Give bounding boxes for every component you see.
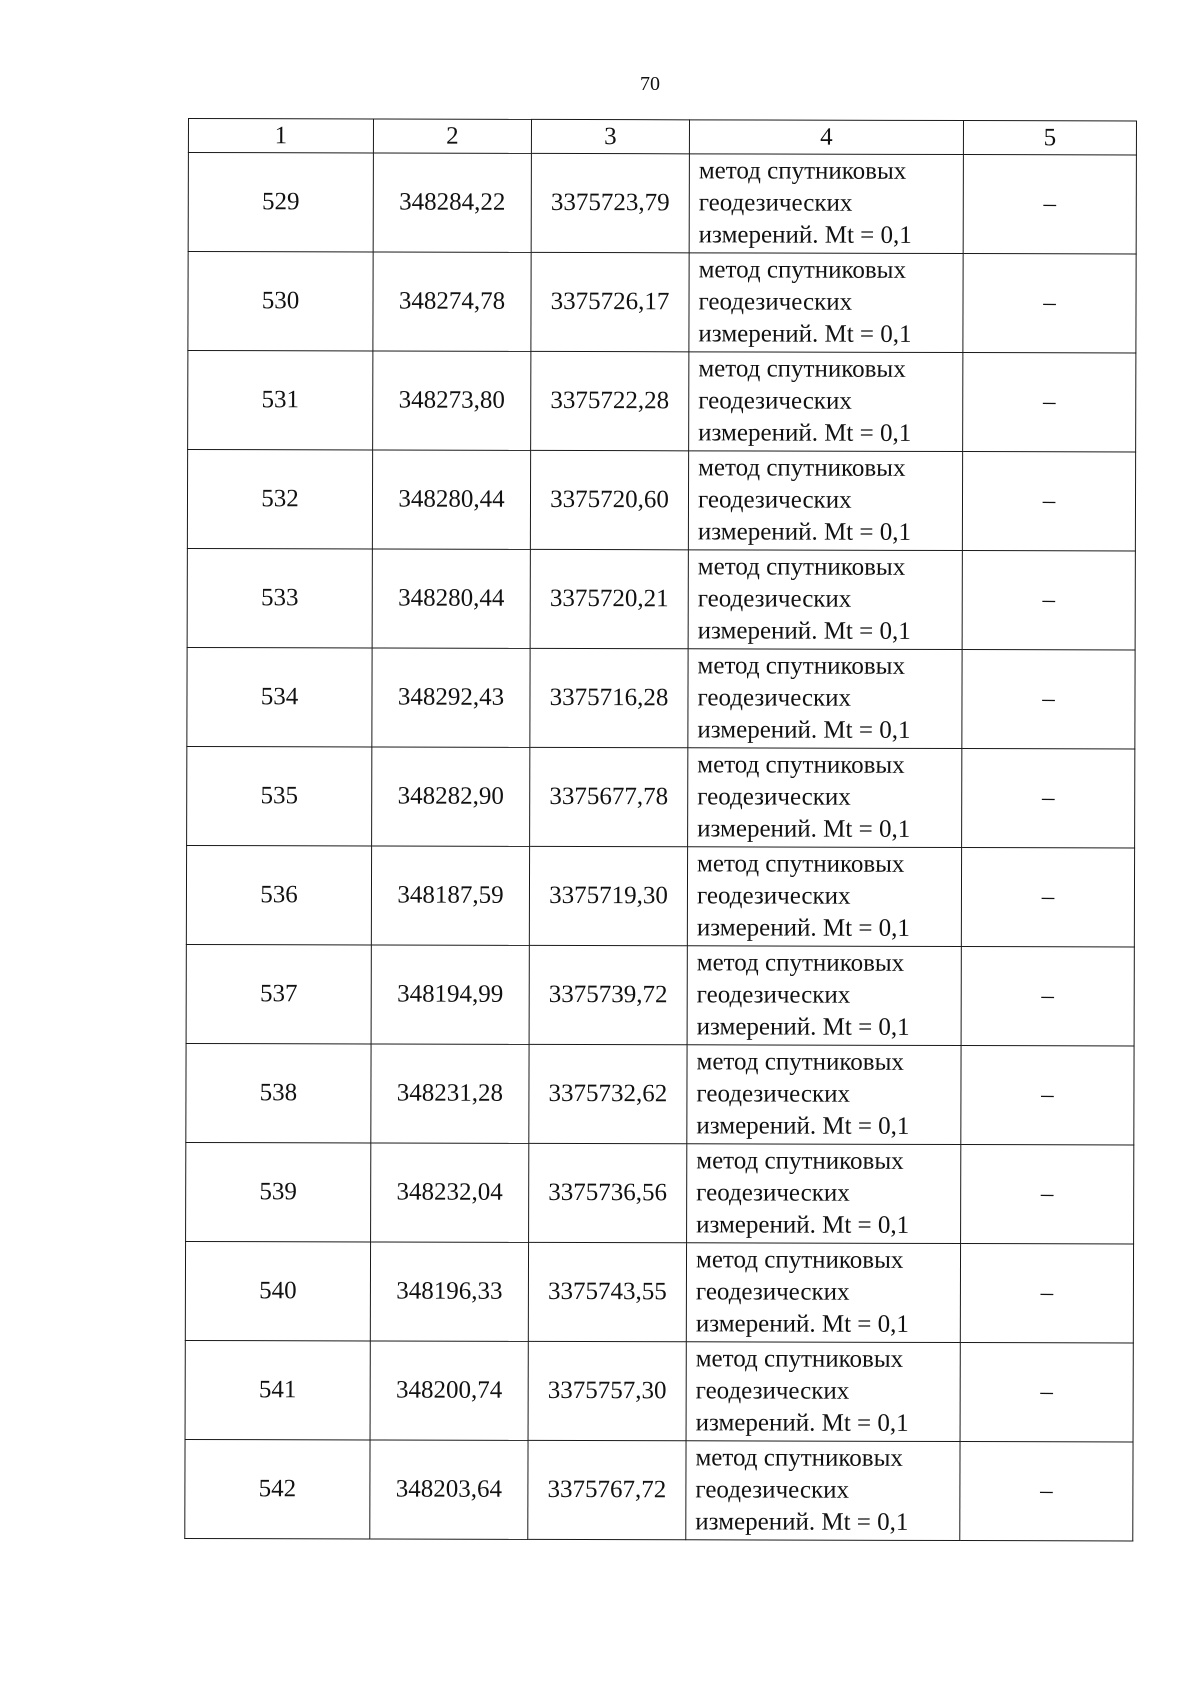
table-row	[185, 1439, 1133, 1540]
method-line: геодезических	[696, 1080, 851, 1108]
method-line: геодезических	[697, 783, 851, 811]
y-coordinate-cell: 3375739,72	[529, 945, 687, 1044]
page-number: 70	[640, 73, 660, 95]
method-line: метод спутниковых	[698, 454, 906, 482]
method-line: геодезических	[698, 288, 853, 316]
method-cell	[687, 1045, 961, 1145]
method-cell	[688, 451, 962, 551]
method-cell	[687, 946, 961, 1046]
method-cell	[686, 1243, 960, 1343]
x-coordinate-cell: 348274,78	[373, 252, 531, 351]
y-coordinate-cell: 3375720,21	[530, 549, 688, 648]
header-col-2: 2	[373, 119, 531, 153]
table-header	[188, 119, 1136, 155]
note-cell: –	[963, 353, 1136, 452]
note-cell: –	[963, 254, 1136, 353]
y-coordinate-cell: 3375732,62	[529, 1044, 687, 1143]
note-cell: –	[961, 848, 1134, 947]
method-line: измерений. Mt = 0,1	[696, 1013, 910, 1041]
table-row	[187, 548, 1135, 649]
x-coordinate-cell: 348280,44	[372, 450, 530, 549]
method-line: метод спутниковых	[697, 850, 905, 878]
method-line: геодезических	[697, 486, 852, 514]
y-coordinate-cell: 3375767,72	[528, 1440, 686, 1539]
note-cell: –	[960, 1244, 1133, 1343]
x-coordinate-cell: 348232,04	[371, 1143, 529, 1242]
x-coordinate-cell: 348282,90	[372, 747, 530, 846]
method-line: метод спутниковых	[696, 1048, 904, 1076]
method-cell	[686, 1441, 960, 1541]
method-cell	[688, 748, 962, 848]
point-number-cell: 539	[186, 1142, 371, 1241]
method-line: измерений. Mt = 0,1	[695, 1508, 909, 1536]
point-number-cell: 541	[185, 1340, 370, 1439]
note-cell: –	[962, 650, 1135, 749]
note-cell: –	[961, 947, 1134, 1046]
point-number-cell: 529	[188, 153, 373, 252]
point-number-cell: 538	[186, 1043, 371, 1142]
x-coordinate-cell: 348200,74	[370, 1341, 528, 1440]
note-cell: –	[962, 551, 1135, 650]
y-coordinate-cell: 3375722,28	[531, 351, 689, 450]
coordinates-table	[184, 118, 1137, 1541]
method-line: метод спутниковых	[695, 1444, 903, 1472]
method-line: геодезических	[698, 387, 852, 415]
method-line: метод спутниковых	[696, 949, 905, 977]
x-coordinate-cell: 348187,59	[371, 846, 529, 945]
table-row	[186, 944, 1134, 1045]
method-line: геодезических	[695, 1278, 850, 1306]
method-line: измерений. Mt = 0,1	[696, 914, 910, 942]
method-line: метод спутниковых	[695, 1345, 904, 1373]
method-line: метод спутниковых	[697, 553, 906, 581]
table-row	[188, 351, 1136, 452]
method-cell	[688, 550, 962, 650]
table-row	[186, 845, 1134, 946]
note-cell: –	[960, 1442, 1133, 1541]
method-cell	[689, 154, 963, 254]
y-coordinate-cell: 3375726,17	[531, 252, 689, 351]
x-coordinate-cell: 348231,28	[371, 1044, 529, 1143]
method-line: геодезических	[696, 981, 851, 1009]
point-number-cell: 530	[188, 252, 373, 351]
y-coordinate-cell: 3375716,28	[530, 648, 688, 747]
method-cell	[689, 352, 963, 452]
method-line: метод спутниковых	[696, 1147, 904, 1175]
header-col-1: 1	[188, 119, 373, 153]
x-coordinate-cell: 348280,44	[372, 549, 530, 648]
method-line: метод спутниковых	[697, 652, 906, 680]
table-row	[187, 746, 1135, 847]
method-line: метод спутниковых	[698, 256, 907, 284]
method-line: измерений. Mt = 0,1	[697, 518, 912, 546]
table-row	[185, 1241, 1133, 1342]
note-cell: –	[961, 1046, 1134, 1145]
table-row	[188, 153, 1136, 254]
method-line: измерений. Mt = 0,1	[698, 221, 912, 249]
method-line: измерений. Mt = 0,1	[695, 1409, 909, 1437]
header-row	[188, 119, 1136, 155]
point-number-cell: 536	[186, 845, 371, 944]
y-coordinate-cell: 3375736,56	[529, 1143, 687, 1242]
method-cell	[687, 1144, 961, 1244]
note-cell: –	[960, 1343, 1133, 1442]
method-line: измерений. Mt = 0,1	[696, 1211, 910, 1239]
method-cell	[689, 253, 963, 353]
y-coordinate-cell: 3375719,30	[529, 846, 687, 945]
method-line: измерений. Mt = 0,1	[698, 419, 912, 447]
point-number-cell: 542	[185, 1439, 370, 1538]
x-coordinate-cell: 348194,99	[371, 945, 529, 1044]
x-coordinate-cell: 348196,33	[370, 1242, 528, 1341]
x-coordinate-cell: 348292,43	[372, 648, 530, 747]
method-line: измерений. Mt = 0,1	[696, 1112, 910, 1140]
note-cell: –	[962, 749, 1135, 848]
method-line: измерений. Mt = 0,1	[695, 1310, 909, 1338]
method-line: геодезических	[698, 189, 853, 217]
method-line: метод спутниковых	[698, 355, 906, 383]
note-cell: –	[962, 452, 1135, 551]
method-line: геодезических	[696, 882, 851, 910]
note-cell: –	[963, 155, 1136, 254]
table-row	[187, 450, 1135, 551]
table-row	[186, 1043, 1134, 1144]
method-line: геодезических	[696, 1179, 850, 1207]
table-row	[186, 1142, 1134, 1243]
table-row	[188, 252, 1136, 353]
method-line: метод спутниковых	[698, 157, 907, 185]
point-number-cell: 533	[187, 548, 372, 647]
y-coordinate-cell: 3375743,55	[528, 1242, 686, 1341]
y-coordinate-cell: 3375757,30	[528, 1341, 686, 1440]
y-coordinate-cell: 3375677,78	[530, 747, 688, 846]
method-line: геодезических	[695, 1476, 850, 1504]
method-line: метод спутниковых	[697, 751, 905, 779]
method-line: метод спутниковых	[695, 1246, 904, 1274]
method-line: измерений. Mt = 0,1	[697, 716, 911, 744]
x-coordinate-cell: 348284,22	[373, 153, 531, 252]
point-number-cell: 540	[185, 1241, 370, 1340]
method-cell	[688, 649, 962, 749]
x-coordinate-cell: 348203,64	[370, 1440, 528, 1539]
method-line: геодезических	[697, 684, 852, 712]
header-col-4: 4	[689, 120, 963, 155]
method-cell	[687, 847, 961, 947]
header-col-5: 5	[963, 121, 1136, 155]
point-number-cell: 534	[187, 647, 372, 746]
table-body	[185, 153, 1137, 1541]
y-coordinate-cell: 3375723,79	[531, 153, 689, 252]
point-number-cell: 532	[187, 450, 372, 549]
point-number-cell: 531	[188, 351, 373, 450]
point-number-cell: 537	[186, 944, 371, 1043]
method-line: геодезических	[697, 585, 852, 613]
method-line: геодезических	[695, 1377, 850, 1405]
method-line: измерений. Mt = 0,1	[698, 320, 912, 348]
method-line: измерений. Mt = 0,1	[697, 617, 911, 645]
header-col-3: 3	[531, 119, 689, 153]
x-coordinate-cell: 348273,80	[373, 351, 531, 450]
point-number-cell: 535	[187, 746, 372, 845]
table-row	[185, 1340, 1133, 1441]
method-cell	[686, 1342, 960, 1442]
y-coordinate-cell: 3375720,60	[530, 450, 688, 549]
note-cell: –	[961, 1145, 1134, 1244]
method-line: измерений. Mt = 0,1	[697, 815, 911, 843]
table-row	[187, 647, 1135, 748]
